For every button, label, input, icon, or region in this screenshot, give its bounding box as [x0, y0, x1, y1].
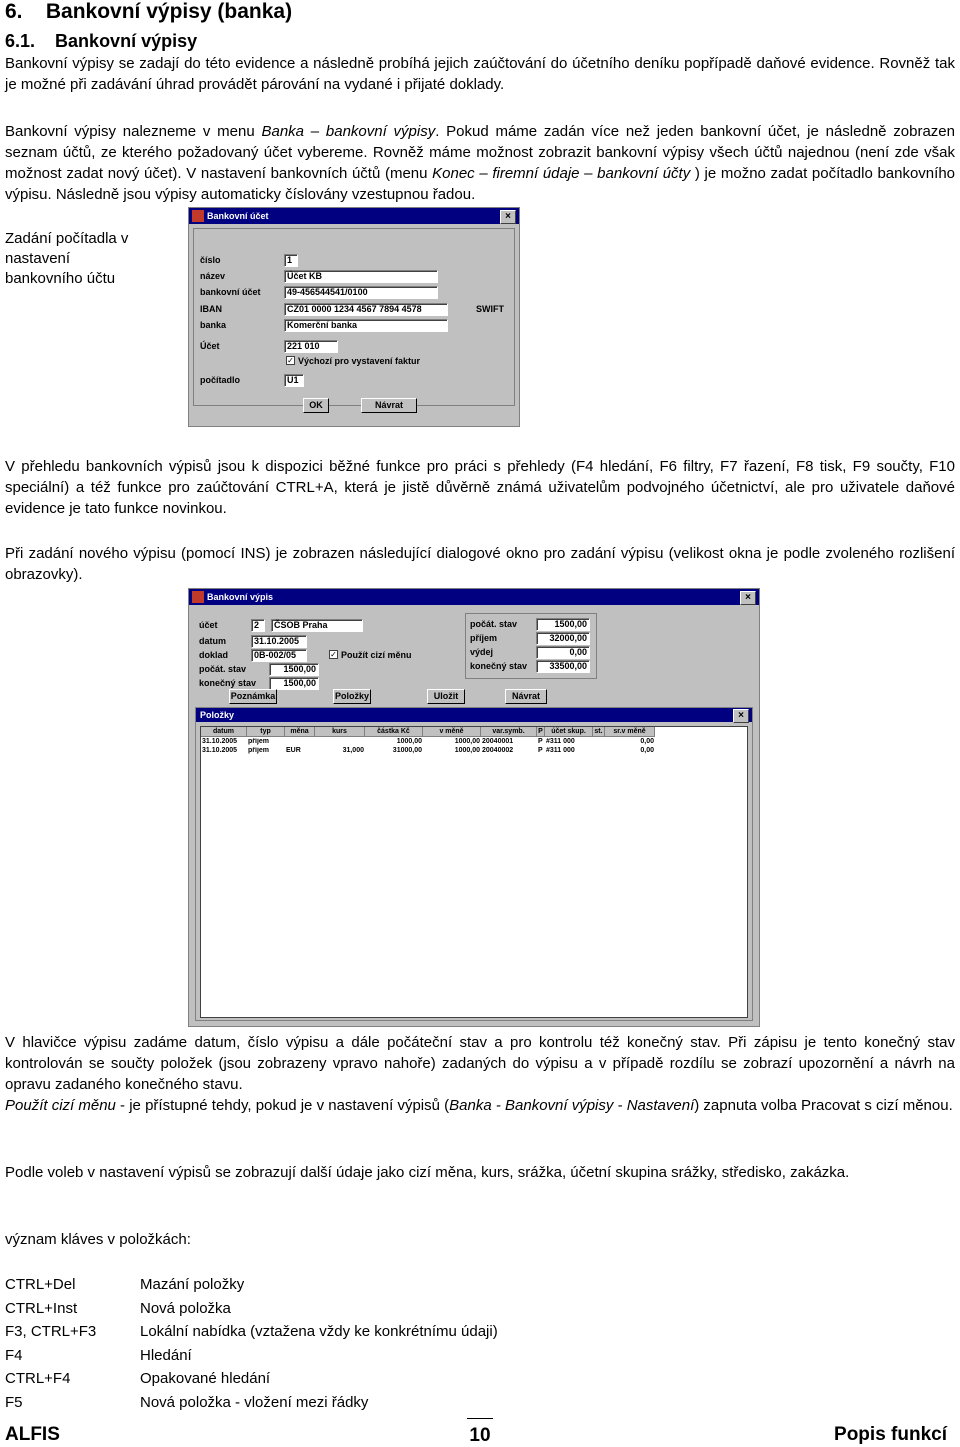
paragraph-options: Podle voleb v nastavení výpisů se zobrazují další údaje jako cizí měna, kurs, srážka, účetní skupina srážky, středisko, zakázka.: [5, 1164, 850, 1181]
table-cell[interactable]: P: [538, 738, 543, 745]
vydej-field: 0,00: [536, 646, 590, 659]
label-foreign-currency: Použít cizí měnu: [341, 650, 412, 660]
app-icon: [192, 210, 204, 222]
paragraph-new-statement: Při zadání nového výpisu (pomocí INS) je zobrazen následující dialogové okno pro zadání výpisu (velikost okna je podle zvoleného rozlišení obrazovky).: [5, 545, 955, 583]
column-header[interactable]: částka Kč: [365, 727, 423, 737]
key-desc: Nová položka: [140, 1299, 231, 1317]
foreign-currency-checkbox[interactable]: ✓: [330, 650, 337, 659]
paragraph-header-info: V hlavičce výpisu zadáme datum, číslo výpisu a dále počáteční stav a pro kontrolu též konečný stav. Při zápisu je tento konečný stav kontrolován se součty položek (jsou zobrazeny vpravo nahoře) zadaných do výpisu a v případě rozdílu se zobrazí upozornění a návrh na opravu zadaného konečného stavu.: [5, 1034, 955, 1093]
table-cell[interactable]: příjem: [248, 738, 270, 745]
table-cell[interactable]: 20040001: [482, 738, 514, 745]
label-vydej: výdej: [470, 647, 494, 657]
key-desc: Opakované hledání: [140, 1370, 271, 1387]
dialog-titlebar: [189, 208, 519, 224]
ucet-number-field[interactable]: 2: [251, 619, 265, 632]
key-row: [5, 1276, 705, 1300]
section-heading: 6.1. Bankovní výpisy: [5, 31, 198, 51]
pocitadlo-field[interactable]: U1: [284, 374, 304, 387]
totals-panel: [465, 613, 597, 679]
table-cell[interactable]: [593, 738, 605, 746]
poznamka-button[interactable]: Poznámka: [229, 689, 277, 704]
column-header[interactable]: var.symb.: [481, 727, 537, 737]
bank-statement-dialog: [188, 588, 760, 1027]
key-name: F4: [5, 1346, 23, 1364]
label-datum: datum: [199, 636, 226, 646]
label-r-poc-stav: počát. stav: [470, 619, 518, 629]
table-cell[interactable]: 1000,00: [454, 747, 480, 754]
label-pocitadlo: počítadlo: [200, 375, 240, 385]
table-cell[interactable]: příjem: [248, 747, 270, 754]
kon-stav-field[interactable]: 1500,00: [269, 677, 319, 690]
key-row: [5, 1370, 705, 1394]
close-button[interactable]: ×: [740, 591, 756, 605]
table-cell[interactable]: 1000,00: [396, 738, 422, 745]
label-kon-stav: konečný stav: [199, 678, 257, 688]
form-panel: [193, 228, 515, 406]
key-desc: Mazání položky: [140, 1276, 245, 1293]
label-cislo: číslo: [200, 255, 221, 265]
column-header[interactable]: st.: [593, 727, 605, 737]
navrat-button[interactable]: Návrat: [505, 689, 547, 704]
items-window: [195, 707, 753, 1021]
r-poc-stav-field: 1500,00: [536, 618, 590, 631]
label-nazev: název: [200, 271, 226, 281]
datum-field[interactable]: 31.10.2005: [251, 635, 307, 648]
items-title: Položky: [200, 710, 235, 720]
items-grid[interactable]: [200, 726, 748, 1018]
label-r-kon-stav: konečný stav: [470, 661, 528, 671]
items-close-button[interactable]: ×: [733, 709, 749, 723]
column-header[interactable]: datum: [201, 727, 247, 737]
key-desc: Nová položka - vložení mezi řádky: [140, 1393, 369, 1411]
ok-button[interactable]: OK: [303, 398, 329, 413]
table-cell[interactable]: [593, 747, 605, 755]
key-desc: Lokální nabídka (vztažena vždy ke konkrétnímu údaji): [140, 1323, 498, 1340]
r-kon-stav-field: 33500,00: [536, 660, 590, 673]
table-cell[interactable]: 31.10.2005: [202, 747, 238, 754]
bank-account-field[interactable]: 49-456544541/0100: [284, 286, 438, 299]
label-ucet: Účet: [200, 341, 220, 351]
bank-account-dialog: [188, 207, 520, 427]
polozky-button[interactable]: Položky: [333, 689, 371, 704]
label-banka: banka: [200, 320, 227, 330]
back-button[interactable]: Návrat: [361, 398, 417, 413]
doklad-field[interactable]: 0B-002/05: [251, 649, 307, 662]
footer-left: ALFIS: [5, 1424, 60, 1445]
key-name: CTRL+Del: [5, 1276, 76, 1293]
label-prijem: příjem: [470, 633, 498, 643]
label-iban: IBAN: [200, 304, 222, 314]
keys-list: [5, 1276, 705, 1417]
dialog-title: Bankovní výpis: [207, 592, 274, 602]
label-default-invoice: Výchozí pro vystavení faktur: [298, 356, 421, 366]
ulozit-button[interactable]: Uložit: [427, 689, 465, 704]
column-header[interactable]: měna: [285, 727, 315, 737]
table-cell[interactable]: P: [538, 747, 543, 754]
table-cell[interactable]: 20040002: [482, 747, 514, 754]
iban-field[interactable]: CZ01 0000 1234 4567 7894 4578: [284, 303, 448, 316]
key-desc: Hledání: [140, 1346, 192, 1364]
key-name: F3, CTRL+F3: [5, 1323, 97, 1340]
nazev-field[interactable]: Účet KB: [284, 270, 438, 283]
paragraph-intro: Bankovní výpisy se zadají do této evidence a následně probíhá jejich zaúčtování do účetního deníku popřípadě daňové evidence. Rovněž tak je možné při zadávání úhrad provádět párování na vydané i přijaté doklady.: [5, 55, 955, 93]
column-header[interactable]: kurs: [315, 727, 365, 737]
paragraph-foreign-currency: Použít cizí měnu - je přístupné tehdy, pokud je v nastavení výpisů (Banka - Bankovní výpisy - Nastavení) zapnuta volba Pracovat s cizí měnou.: [5, 1097, 953, 1114]
dialog-title: Bankovní účet: [207, 211, 269, 221]
side-note: Zadání počítadla v nastavení bankovního účtu: [5, 230, 129, 287]
prijem-field: 32000,00: [536, 632, 590, 645]
column-header[interactable]: účet skup.: [545, 727, 593, 737]
table-cell[interactable]: 0,00: [640, 738, 654, 745]
close-button[interactable]: ×: [500, 210, 516, 224]
column-header[interactable]: sr.v měně: [605, 727, 655, 737]
table-cell[interactable]: [315, 738, 365, 746]
page-number: 10: [467, 1418, 493, 1447]
column-header[interactable]: v měně: [423, 727, 481, 737]
label-doklad: doklad: [199, 650, 229, 660]
key-row: [5, 1300, 705, 1324]
label-poc-stav: počát. stav: [199, 664, 247, 674]
key-name: CTRL+Inst: [5, 1299, 78, 1317]
items-titlebar: [196, 708, 752, 722]
key-row: [5, 1323, 705, 1347]
table-cell[interactable]: EUR: [286, 747, 301, 754]
table-cell[interactable]: 1000,00: [454, 738, 480, 745]
ucet-field[interactable]: 221 010: [284, 340, 338, 353]
app-icon: [192, 591, 204, 603]
key-row: [5, 1347, 705, 1371]
paragraph-menu: Bankovní výpisy nalezneme v menu Banka – bankovní výpisy. Pokud máme zadán více než jeden bankovní účet, je následně zobrazen seznam účtů, ze kterého požadovaný účet vybereme. Rovněž máme možnost zobrazit bankovní výpisy všech účtů najednou (není zde však možnost zadat nový účet). V nastavení bankovních účtů (menu Konec – firemní údaje – bankovní účty ) je možno zadat počítadlo bankovního výpisu. Následně jsou výpisy automaticky číslovány vzestupnou řadou.: [5, 123, 956, 203]
table-cell[interactable]: #311 000: [546, 738, 575, 745]
key-name: CTRL+F4: [5, 1370, 71, 1387]
table-cell[interactable]: 0,00: [640, 747, 654, 754]
label-swift: SWIFT: [476, 304, 504, 314]
paragraph-overview: V přehledu bankovních výpisů jsou k dispozici běžné funkce pro práci s přehledy (F4 hledání, F6 filtry, F7 řazení, F8 tisk, F9 součty, F10 speciální) a též funkce pro zaúčtování CTRL+A, která je jistě důvěrně známá uživatelům podvojného účetnictví, ale pro uživatele daňové evidence je tato funkce novinkou.: [5, 458, 955, 517]
table-cell[interactable]: 31,000: [342, 747, 364, 754]
column-header[interactable]: typ: [247, 727, 285, 737]
footer-right: Popis funkcí: [834, 1424, 947, 1445]
key-row: [5, 1394, 705, 1418]
keys-intro: význam kláves v položkách:: [5, 1231, 191, 1248]
table-cell[interactable]: 31.10.2005: [202, 738, 238, 745]
default-invoice-checkbox[interactable]: ✓: [287, 356, 294, 365]
table-cell[interactable]: #311 000: [546, 747, 575, 754]
banka-field[interactable]: Komerční banka: [284, 319, 448, 332]
ucet-name-field[interactable]: ČSOB Praha: [271, 619, 363, 632]
poc-stav-field[interactable]: 1500,00: [269, 663, 319, 676]
key-name: F5: [5, 1393, 23, 1411]
column-header[interactable]: P: [537, 727, 545, 737]
chapter-heading: 6. Bankovní výpisy (banka): [5, 0, 293, 23]
table-cell[interactable]: 31000,00: [392, 747, 422, 754]
label-ucet: účet: [199, 620, 218, 630]
label-bank-account: bankovní účet: [200, 287, 261, 297]
dialog-titlebar: [189, 589, 759, 605]
cislo-field[interactable]: 1: [284, 254, 298, 267]
table-cell[interactable]: [285, 738, 315, 746]
